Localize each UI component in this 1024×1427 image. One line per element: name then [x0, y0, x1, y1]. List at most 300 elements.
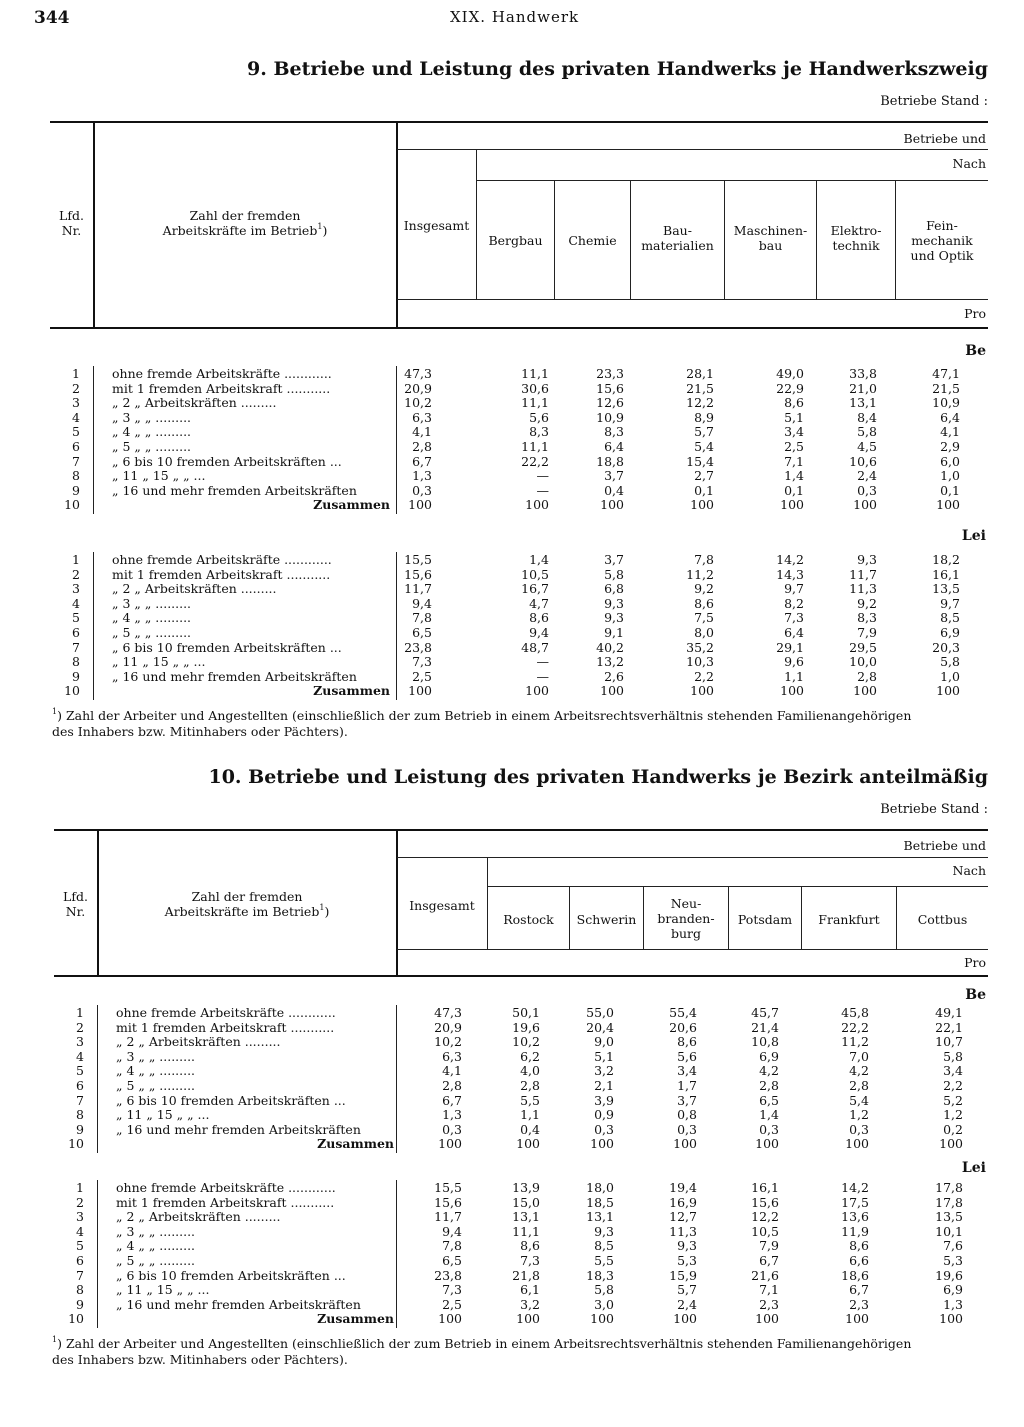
cell-value: 8,6 [529, 610, 549, 626]
cell-value: 9,3 [594, 1223, 614, 1239]
cell-value: 6,5 [412, 624, 432, 640]
cell-value: 4,2 [849, 1063, 869, 1079]
col-line1: Frankfurt [818, 912, 880, 927]
cell-value: 5,1 [594, 1048, 614, 1064]
col-line1: Insgesamt [409, 898, 475, 913]
zahl-line1: Zahl der fremden [191, 889, 303, 904]
cell-value: 9,7 [940, 595, 960, 611]
row-number: 2 [76, 1194, 84, 1210]
cell-value: 8,6 [677, 1034, 697, 1050]
cell-value: 45,8 [841, 1005, 869, 1020]
cell-value: 6,9 [759, 1048, 779, 1064]
cell-value: 5,2 [943, 1092, 963, 1108]
cell-value: 10,9 [596, 409, 624, 425]
row-number: 8 [76, 1107, 84, 1123]
row-number: 1 [76, 1180, 84, 1195]
row-label: mit 1 fremden Arbeitskraft ........... [112, 567, 331, 582]
cell-value: 3,4 [784, 424, 804, 440]
cell-value: 3,7 [604, 468, 624, 484]
cell-value: 23,8 [404, 639, 432, 655]
cell-value: 7,1 [784, 453, 804, 469]
footnote-line1 [52, 1336, 992, 1352]
cell-value: 10,8 [751, 1034, 779, 1050]
table-row [0, 553, 1024, 568]
zahl-line2 [98, 904, 396, 919]
cell-value: 8,2 [784, 595, 804, 611]
cell-value: — [536, 668, 549, 684]
cell-value: 1,7 [677, 1077, 697, 1093]
table-row [0, 1298, 1024, 1313]
table9-col-insgesamt [397, 218, 476, 233]
row-number: 7 [76, 1267, 84, 1283]
cell-value: 0,1 [940, 482, 960, 498]
cell-value: 5,6 [529, 409, 549, 425]
cell-value: 2,5 [784, 438, 804, 454]
cell-value: 100 [438, 1311, 462, 1327]
cell-value: 6,7 [849, 1282, 869, 1298]
cell-value: 4,1 [442, 1063, 462, 1079]
cell-value: 10,5 [521, 566, 549, 582]
row-number: 5 [76, 1063, 84, 1079]
cell-value: 2,6 [604, 668, 624, 684]
cell-value: 6,9 [943, 1282, 963, 1298]
cell-value: 15,6 [596, 380, 624, 396]
col-line1: Neu- [670, 896, 702, 911]
cell-value: 0,1 [694, 482, 714, 498]
cell-value: 10,7 [935, 1034, 963, 1050]
table9-footnote [52, 708, 992, 740]
row-label: „ 5 „ „ ......... [112, 625, 192, 640]
cell-value: 100 [600, 497, 624, 513]
cell-value: 7,5 [694, 610, 714, 626]
cell-value: 11,2 [841, 1034, 869, 1050]
cell-value: 35,2 [686, 639, 714, 655]
cell-value: 12,2 [686, 395, 714, 411]
row-number: 1 [72, 366, 80, 381]
cell-value: 6,9 [940, 624, 960, 640]
cell-value: 18,6 [841, 1267, 869, 1283]
cell-value: 22,2 [521, 453, 549, 469]
table10-hdr-lfd-nr [54, 889, 97, 919]
cell-value: 6,1 [520, 1282, 540, 1298]
cell-value: 7,3 [520, 1252, 540, 1268]
table9-hdr-betriebe-und: Betriebe und [903, 131, 986, 146]
cell-value: 5,8 [594, 1282, 614, 1298]
table-row [0, 498, 1024, 513]
col-line3: burg [670, 926, 702, 941]
cell-value: 100 [438, 1136, 462, 1152]
col-line2: mechanik [911, 233, 973, 248]
cell-value: 0,3 [677, 1121, 697, 1137]
cell-value: 6,8 [604, 581, 624, 597]
cell-value: 5,4 [849, 1092, 869, 1108]
cell-value: 9,1 [604, 624, 624, 640]
table10-stand: Betriebe Stand : [880, 802, 988, 817]
footnote-text: ) Zahl der Arbeiter und Angestellten (einschließlich der zum Betrieb in einem Arbeitsrechtsverhältnis stehenden Familienangehörigen [57, 708, 912, 723]
row-label: ohne fremde Arbeitskräfte ............ [112, 553, 332, 567]
col-line2: materialien [641, 238, 714, 253]
table-row [0, 1210, 1024, 1225]
cell-value: 9,7 [784, 581, 804, 597]
cell-value: 18,5 [586, 1194, 614, 1210]
footnote-mark: 1 [317, 222, 323, 231]
row-label: „ 3 „ „ ......... [112, 410, 192, 425]
table-row [0, 1050, 1024, 1065]
cell-value: 0,3 [594, 1121, 614, 1137]
row-label: „ 2 „ Arbeitskräften ......... [112, 582, 277, 597]
table-row [0, 655, 1024, 670]
cell-value: 29,1 [776, 639, 804, 655]
cell-value: 19,4 [669, 1180, 697, 1195]
table-row [0, 1181, 1024, 1196]
cell-value: 100 [673, 1136, 697, 1152]
lfd-label: Lfd. [59, 208, 84, 223]
cell-value: 100 [673, 1311, 697, 1327]
table-row [0, 1006, 1024, 1021]
cell-value: 8,6 [520, 1238, 540, 1254]
table9-block-leistung [0, 553, 1024, 699]
cell-value: 2,9 [940, 438, 960, 454]
cell-value: 10,6 [849, 453, 877, 469]
row-label: „ 3 „ „ ......... [112, 596, 192, 611]
cell-value: 0,1 [784, 482, 804, 498]
row-number: 6 [76, 1077, 84, 1093]
footnote-mark: 1 [52, 707, 58, 716]
cell-value: 2,2 [943, 1077, 963, 1093]
zahl-close: ) [322, 223, 328, 238]
cell-value: 2,8 [759, 1077, 779, 1093]
cell-value: 0,8 [677, 1107, 697, 1123]
cell-value: 8,6 [694, 595, 714, 611]
table-row [0, 484, 1024, 499]
cell-value: 19,6 [512, 1019, 540, 1035]
table10-hdr-pro: Pro [964, 955, 986, 970]
table9-col-baumaterialien [631, 223, 724, 253]
table9-col-sep [476, 150, 477, 299]
cell-value: 22,9 [776, 380, 804, 396]
cell-value: 5,5 [520, 1092, 540, 1108]
row-label: „ 5 „ „ ......... [116, 1253, 196, 1268]
zahl-line1: Zahl der fremden [189, 208, 301, 223]
row-number: 4 [72, 595, 80, 611]
table-row [0, 367, 1024, 382]
table9-hdr-nach: Nach [952, 156, 986, 171]
cell-value: 6,4 [604, 438, 624, 454]
table9-stand: Betriebe Stand : [880, 94, 988, 109]
cell-value: 0,4 [604, 482, 624, 498]
row-number: 10 [64, 497, 80, 513]
cell-value: 15,0 [512, 1194, 540, 1210]
cell-value: 17,5 [841, 1194, 869, 1210]
table-row [0, 1094, 1024, 1109]
cell-value: 5,8 [943, 1048, 963, 1064]
nr-label: Nr. [61, 223, 82, 238]
cell-value: 11,1 [521, 395, 549, 411]
cell-value: 100 [936, 683, 960, 699]
cell-value: 100 [853, 497, 877, 513]
row-number: 7 [72, 639, 80, 655]
table-row [0, 611, 1024, 626]
cell-value: 3,2 [520, 1296, 540, 1312]
col-line1: Maschinen- [733, 223, 808, 238]
cell-value: 19,6 [935, 1267, 963, 1283]
cell-value: 100 [408, 497, 432, 513]
cell-value: 8,6 [784, 395, 804, 411]
table-row [0, 1312, 1024, 1327]
cell-value: 2,5 [442, 1296, 462, 1312]
col-line1: Elektro- [830, 223, 882, 238]
cell-value: 2,1 [594, 1077, 614, 1093]
cell-value: 1,4 [759, 1107, 779, 1123]
table-row [0, 670, 1024, 685]
cell-value: 1,4 [529, 552, 549, 567]
cell-value: 2,8 [412, 438, 432, 454]
cell-value: 8,5 [940, 610, 960, 626]
cell-value: 21,5 [932, 380, 960, 396]
table9-hdr-pro: Pro [964, 306, 986, 321]
page-number: 344 [34, 8, 70, 28]
row-label: ohne fremde Arbeitskräfte ............ [112, 367, 332, 381]
zahl-line2-text: Arbeitskräfte im Betrieb [162, 223, 318, 238]
cell-value: 100 [939, 1136, 963, 1152]
cell-value: 100 [525, 497, 549, 513]
cell-value: 10,0 [849, 654, 877, 670]
table10-top-rule [54, 829, 988, 831]
row-label: „ 4 „ „ ......... [116, 1239, 196, 1254]
cell-value: 14,3 [776, 566, 804, 582]
cell-value: 1,2 [943, 1107, 963, 1123]
cell-value: 20,9 [404, 380, 432, 396]
cell-value: 0,3 [849, 1121, 869, 1137]
cell-value: 2,8 [857, 668, 877, 684]
row-number: 9 [72, 482, 80, 498]
cell-value: 7,1 [759, 1282, 779, 1298]
cell-value: 6,0 [940, 453, 960, 469]
footnote-line2: des Inhabers bzw. Mitinhabers oder Pächters). [52, 1352, 348, 1367]
cell-value: 15,5 [404, 552, 432, 567]
zahl-line2 [94, 223, 396, 238]
cell-value: 9,3 [677, 1238, 697, 1254]
table-row [0, 469, 1024, 484]
cell-value: 5,7 [677, 1282, 697, 1298]
cell-value: 0,4 [520, 1121, 540, 1137]
cell-value: 23,3 [596, 366, 624, 381]
col-line1: Bau- [663, 223, 692, 238]
table-row [0, 1283, 1024, 1298]
table9-col-maschinenbau [725, 223, 816, 253]
table9-hdr-zahl [94, 208, 396, 238]
cell-value: 4,5 [857, 438, 877, 454]
cell-value: 10,1 [935, 1223, 963, 1239]
table-row [0, 1108, 1024, 1123]
cell-value: 15,6 [434, 1194, 462, 1210]
cell-value: 2,4 [677, 1296, 697, 1312]
cell-value: 8,3 [604, 424, 624, 440]
cell-value: 9,3 [604, 610, 624, 626]
cell-value: 20,6 [669, 1019, 697, 1035]
row-number: 3 [76, 1034, 84, 1050]
cell-value: 100 [525, 683, 549, 699]
cell-value: 0,3 [412, 482, 432, 498]
cell-value: 11,3 [669, 1223, 697, 1239]
cell-value: 100 [755, 1311, 779, 1327]
row-label: Zusammen [317, 1137, 394, 1152]
cell-value: 0,9 [594, 1107, 614, 1123]
table10-rule-betriebe [397, 857, 988, 858]
cell-value: 5,6 [677, 1048, 697, 1064]
cell-value: 8,3 [529, 424, 549, 440]
cell-value: 9,2 [694, 581, 714, 597]
col-line3: und Optik [910, 248, 974, 263]
row-label: „ 5 „ „ ......... [112, 439, 192, 454]
cell-value: 7,9 [759, 1238, 779, 1254]
cell-value: 13,5 [932, 581, 960, 597]
cell-value: 3,2 [594, 1063, 614, 1079]
table-row [0, 1064, 1024, 1079]
cell-value: 5,3 [943, 1252, 963, 1268]
cell-value: 7,3 [412, 654, 432, 670]
cell-value: 13,1 [849, 395, 877, 411]
cell-value: 9,4 [412, 595, 432, 611]
table10-hdr-zahl [98, 889, 396, 919]
cell-value: 100 [516, 1311, 540, 1327]
cell-value: 2,3 [759, 1296, 779, 1312]
cell-value: 3,9 [594, 1092, 614, 1108]
cell-value: 7,6 [943, 1238, 963, 1254]
table10-col-frankfurt [802, 912, 896, 927]
cell-value: 13,5 [935, 1209, 963, 1225]
cell-value: 49,0 [776, 366, 804, 381]
cell-value: 16,7 [521, 581, 549, 597]
col-line1: Schwerin [576, 912, 637, 927]
table9-block-betriebe [0, 367, 1024, 513]
table-row [0, 1196, 1024, 1211]
table-row [0, 626, 1024, 641]
table10-col-rostock [488, 912, 569, 927]
row-number: 9 [72, 668, 80, 684]
cell-value: 14,2 [841, 1180, 869, 1195]
cell-value: 16,1 [932, 566, 960, 582]
row-number: 5 [72, 424, 80, 440]
table10-col-insgesamt [397, 898, 487, 913]
table9-title: 9. Betriebe und Leistung des privaten Handwerks je Handwerkszweig [247, 58, 988, 80]
cell-value: 21,0 [849, 380, 877, 396]
zahl-close: ) [324, 904, 330, 919]
cell-value: 7,3 [442, 1282, 462, 1298]
table10-col-sep [487, 858, 488, 949]
row-number: 7 [76, 1092, 84, 1108]
cell-value: 5,8 [604, 566, 624, 582]
cell-value: 15,9 [669, 1267, 697, 1283]
cell-value: 11,7 [849, 566, 877, 582]
row-label: mit 1 fremden Arbeitskraft ........... [116, 1195, 335, 1210]
row-number: 4 [76, 1223, 84, 1239]
row-label: „ 2 „ Arbeitskräften ......... [116, 1035, 281, 1050]
cell-value: 15,4 [686, 453, 714, 469]
row-number: 9 [76, 1121, 84, 1137]
cell-value: 8,4 [857, 409, 877, 425]
table10-col-cottbus [897, 912, 988, 927]
cell-value: 11,9 [841, 1223, 869, 1239]
row-label: Zusammen [313, 684, 390, 699]
table9-head-bottom-rule [50, 327, 988, 329]
cell-value: 47,1 [932, 366, 960, 381]
zahl-line2-text: Arbeitskräfte im Betrieb [164, 904, 320, 919]
table-row [0, 425, 1024, 440]
cell-value: 1,3 [442, 1107, 462, 1123]
nr-label: Nr. [65, 904, 86, 919]
cell-value: 100 [516, 1136, 540, 1152]
cell-value: 6,3 [412, 409, 432, 425]
cell-value: 33,8 [849, 366, 877, 381]
cell-value: 17,8 [935, 1180, 963, 1195]
table-row [0, 396, 1024, 411]
row-number: 6 [76, 1252, 84, 1268]
cell-value: 100 [590, 1311, 614, 1327]
cell-value: 6,6 [849, 1252, 869, 1268]
cell-value: 1,0 [940, 668, 960, 684]
cell-value: 2,3 [849, 1296, 869, 1312]
table10-hdr-betriebe-und: Betriebe und [903, 838, 986, 853]
cell-value: 40,2 [596, 639, 624, 655]
row-label: „ 6 bis 10 fremden Arbeitskräften ... [112, 454, 342, 469]
col-line1: Potsdam [737, 912, 793, 927]
cell-value: 47,3 [434, 1005, 462, 1020]
row-label: ohne fremde Arbeitskräfte ............ [116, 1006, 336, 1020]
cell-value: 9,4 [442, 1223, 462, 1239]
cell-value: 11,1 [521, 438, 549, 454]
cell-value: 7,3 [784, 610, 804, 626]
table-row [0, 1239, 1024, 1254]
cell-value: 100 [590, 1136, 614, 1152]
cell-value: 9,0 [594, 1034, 614, 1050]
row-label: „ 11 „ 15 „ „ ... [116, 1108, 210, 1123]
table-row [0, 641, 1024, 656]
cell-value: 1,2 [849, 1107, 869, 1123]
cell-value: 9,2 [857, 595, 877, 611]
cell-value: 11,3 [849, 581, 877, 597]
cell-value: 5,7 [694, 424, 714, 440]
table10-hdr-nach: Nach [952, 863, 986, 878]
row-number: 6 [72, 438, 80, 454]
cell-value: 2,8 [442, 1077, 462, 1093]
cell-value: 8,6 [849, 1238, 869, 1254]
cell-value: 5,1 [784, 409, 804, 425]
table9-top-rule [50, 121, 988, 123]
table9-rule-pro [397, 299, 988, 300]
cell-value: 28,1 [686, 366, 714, 381]
cell-value: 9,4 [529, 624, 549, 640]
cell-value: 4,1 [412, 424, 432, 440]
cell-value: 8,0 [694, 624, 714, 640]
table-row [0, 1137, 1024, 1152]
row-number: 6 [72, 624, 80, 640]
cell-value: 7,0 [849, 1048, 869, 1064]
table-row [0, 455, 1024, 470]
row-label: Zusammen [317, 1312, 394, 1327]
cell-value: 100 [408, 683, 432, 699]
cell-value: 100 [853, 683, 877, 699]
cell-value: 49,1 [935, 1005, 963, 1020]
cell-value: 100 [690, 683, 714, 699]
col-line1: Cottbus [917, 912, 968, 927]
row-number: 10 [68, 1136, 84, 1152]
table9-hdr-lfd-nr [50, 208, 93, 238]
row-number: 9 [76, 1296, 84, 1312]
cell-value: 9,3 [857, 552, 877, 567]
table10-rule-nach [488, 886, 988, 887]
cell-value: 50,1 [512, 1005, 540, 1020]
